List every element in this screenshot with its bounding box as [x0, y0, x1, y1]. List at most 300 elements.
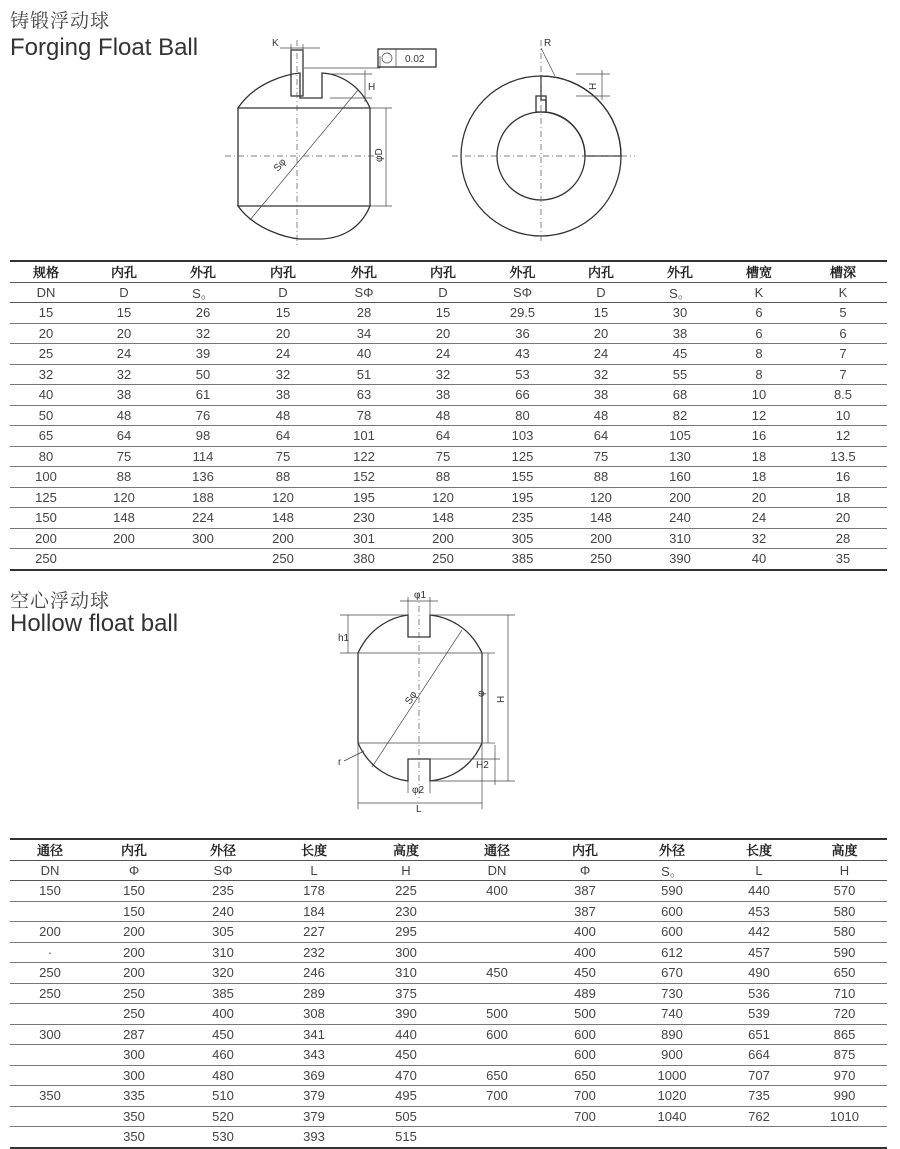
header-cell: 内孔: [82, 261, 166, 282]
subheader-cell: DN: [10, 282, 82, 303]
table-cell: 369: [268, 1065, 360, 1086]
table-row: [10, 446, 887, 467]
table-cell: 20: [82, 323, 166, 344]
table-cell: 310: [641, 528, 719, 549]
table-cell: [802, 1127, 887, 1148]
table-cell: 570: [802, 881, 887, 902]
table-cell: 305: [484, 528, 561, 549]
table-cell: 230: [360, 901, 452, 922]
table-cell: 450: [178, 1024, 268, 1045]
table-cell: 120: [402, 487, 484, 508]
table-cell: 40: [326, 344, 402, 365]
table-cell: 61: [166, 385, 240, 406]
table-cell: 38: [240, 385, 326, 406]
subheader-cell: S。: [628, 860, 716, 881]
table-cell: 250: [10, 963, 90, 984]
table-cell: 1000: [628, 1065, 716, 1086]
table-cell: 700: [542, 1086, 628, 1107]
table-row: [10, 1045, 887, 1066]
table-row: [10, 963, 887, 984]
header-cell: 槽宽: [719, 261, 799, 282]
table-row: [10, 1127, 887, 1148]
table-cell: 343: [268, 1045, 360, 1066]
table-cell: 6: [719, 323, 799, 344]
table-cell: 29.5: [484, 303, 561, 324]
table-cell: 350: [90, 1106, 178, 1127]
table-cell: 650: [452, 1065, 542, 1086]
table-cell: 88: [240, 467, 326, 488]
table-cell: 450: [452, 963, 542, 984]
table-cell: 195: [326, 487, 402, 508]
forging-spec-table: [10, 260, 887, 571]
table-cell: 539: [716, 1004, 802, 1025]
table-cell: 720: [802, 1004, 887, 1025]
header-cell: 高度: [360, 839, 452, 860]
table-cell: 970: [802, 1065, 887, 1086]
table-cell: [452, 942, 542, 963]
subheader-cell: DN: [10, 860, 90, 881]
table-cell: 103: [484, 426, 561, 447]
table-cell: 76: [166, 405, 240, 426]
table-cell: 98: [166, 426, 240, 447]
subheader-cell: DN: [452, 860, 542, 881]
table-cell: [10, 1127, 90, 1148]
table-row: [10, 344, 887, 365]
table-cell: 700: [542, 1106, 628, 1127]
table-cell: 120: [82, 487, 166, 508]
subheader-cell: SΦ: [484, 282, 561, 303]
table-cell: 20: [402, 323, 484, 344]
table-row: [10, 942, 887, 963]
table-cell: 20: [240, 323, 326, 344]
table-cell: 24: [82, 344, 166, 365]
subheader-cell: Φ: [542, 860, 628, 881]
table-cell: 250: [10, 549, 82, 570]
subheader-cell: Φ: [90, 860, 178, 881]
subheader-cell: SΦ: [326, 282, 402, 303]
table-cell: [10, 1106, 90, 1127]
header-cell: 外孔: [641, 261, 719, 282]
table-cell: 136: [166, 467, 240, 488]
table-cell: 16: [799, 467, 887, 488]
table-cell: 308: [268, 1004, 360, 1025]
table-cell: 200: [90, 922, 178, 943]
table-cell: 36: [484, 323, 561, 344]
table-row: [10, 405, 887, 426]
table-cell: 120: [561, 487, 641, 508]
table-cell: 442: [716, 922, 802, 943]
table-cell: 15: [402, 303, 484, 324]
table-cell: [452, 901, 542, 922]
table-cell: 440: [360, 1024, 452, 1045]
table-cell: 385: [178, 983, 268, 1004]
table-cell: 300: [90, 1065, 178, 1086]
table-row: [10, 901, 887, 922]
table-cell: 130: [641, 446, 719, 467]
table-cell: 250: [10, 983, 90, 1004]
table-cell: 28: [326, 303, 402, 324]
table-cell: 50: [166, 364, 240, 385]
header-cell: 外孔: [484, 261, 561, 282]
table-cell: 15: [561, 303, 641, 324]
table-cell: 379: [268, 1086, 360, 1107]
table-cell: 250: [90, 1004, 178, 1025]
table-cell: [10, 1004, 90, 1025]
subheader-cell: SΦ: [178, 860, 268, 881]
hollow-r-label: r: [338, 757, 342, 768]
table-cell: 470: [360, 1065, 452, 1086]
table-cell: 125: [10, 487, 82, 508]
table-cell: 6: [799, 323, 887, 344]
table-cell: 580: [802, 901, 887, 922]
table-cell: [10, 1065, 90, 1086]
table-row: [10, 881, 887, 902]
table-cell: 310: [178, 942, 268, 963]
table-cell: 32: [82, 364, 166, 385]
header-cell: 外孔: [326, 261, 402, 282]
table-cell: 20: [719, 487, 799, 508]
table-cell: 990: [802, 1086, 887, 1107]
hollow-sphi-label: Sφ: [403, 689, 420, 707]
table-cell: 125: [484, 446, 561, 467]
table-cell: [10, 901, 90, 922]
table-cell: 310: [360, 963, 452, 984]
table-cell: 590: [628, 881, 716, 902]
table-cell: [10, 1045, 90, 1066]
table-cell: 40: [719, 549, 799, 570]
table-cell: 250: [561, 549, 641, 570]
table-cell: 7: [799, 364, 887, 385]
table-cell: 890: [628, 1024, 716, 1045]
table-cell: 875: [802, 1045, 887, 1066]
forging-header-row: [10, 261, 887, 282]
table-cell: 200: [641, 487, 719, 508]
table-cell: 600: [542, 1045, 628, 1066]
subheader-cell: S。: [641, 282, 719, 303]
table-cell: [452, 1045, 542, 1066]
table-cell: 18: [719, 467, 799, 488]
table-cell: 18: [719, 446, 799, 467]
table-cell: 450: [360, 1045, 452, 1066]
table-cell: 39: [166, 344, 240, 365]
table-cell: 105: [641, 426, 719, 447]
table-cell: 350: [90, 1127, 178, 1148]
table-cell: 200: [10, 528, 82, 549]
hollow-H2-label: H2: [476, 760, 489, 771]
table-cell: 195: [484, 487, 561, 508]
table-cell: 240: [641, 508, 719, 529]
table-cell: 700: [452, 1086, 542, 1107]
table-row: [10, 1106, 887, 1127]
table-row: [10, 364, 887, 385]
table-cell: 707: [716, 1065, 802, 1086]
hollow-title-cn: 空心浮动球: [10, 591, 111, 612]
table-cell: 400: [542, 922, 628, 943]
table-cell: 730: [628, 983, 716, 1004]
table-cell: 390: [360, 1004, 452, 1025]
hollow-H-label: H: [496, 695, 507, 703]
table-cell: 80: [484, 405, 561, 426]
table-cell: 250: [240, 549, 326, 570]
table-row: [10, 922, 887, 943]
subheader-cell: K: [799, 282, 887, 303]
table-cell: 32: [719, 528, 799, 549]
table-cell: 495: [360, 1086, 452, 1107]
table-cell: [166, 549, 240, 570]
subheader-cell: D: [240, 282, 326, 303]
table-cell: 12: [799, 426, 887, 447]
table-cell: 580: [802, 922, 887, 943]
table-cell: 24: [240, 344, 326, 365]
hollow-phi1-label: φ1: [414, 590, 427, 601]
table-cell: 28: [799, 528, 887, 549]
table-cell: 18: [799, 487, 887, 508]
table-cell: 500: [542, 1004, 628, 1025]
table-cell: 10: [799, 405, 887, 426]
table-cell: 650: [542, 1065, 628, 1086]
table-cell: 63: [326, 385, 402, 406]
table-cell: 48: [240, 405, 326, 426]
table-cell: 515: [360, 1127, 452, 1148]
table-cell: 20: [799, 508, 887, 529]
hollow-subheader-row: [10, 860, 887, 881]
table-cell: 200: [90, 963, 178, 984]
table-cell: 75: [240, 446, 326, 467]
table-cell: 1010: [802, 1106, 887, 1127]
table-cell: 650: [802, 963, 887, 984]
table-cell: 32: [10, 364, 82, 385]
table-row: [10, 1086, 887, 1107]
table-cell: 300: [166, 528, 240, 549]
table-row: [10, 467, 887, 488]
table-cell: 305: [178, 922, 268, 943]
forging-tol-label: 0.02: [405, 54, 425, 65]
table-cell: 32: [166, 323, 240, 344]
table-cell: 10: [719, 385, 799, 406]
table-cell: 15: [82, 303, 166, 324]
hollow-title-en: Hollow float ball: [10, 610, 179, 637]
header-cell: 内孔: [402, 261, 484, 282]
table-cell: [452, 1127, 542, 1148]
table-cell: 489: [542, 983, 628, 1004]
table-cell: 8: [719, 364, 799, 385]
table-cell: 24: [719, 508, 799, 529]
table-cell: 335: [90, 1086, 178, 1107]
table-row: [10, 487, 887, 508]
subheader-cell: D: [82, 282, 166, 303]
table-cell: 20: [10, 323, 82, 344]
table-cell: 289: [268, 983, 360, 1004]
table-cell: 35: [799, 549, 887, 570]
table-cell: 295: [360, 922, 452, 943]
table-cell: 735: [716, 1086, 802, 1107]
table-cell: 12: [719, 405, 799, 426]
table-cell: 75: [561, 446, 641, 467]
table-cell: 762: [716, 1106, 802, 1127]
table-cell: 530: [178, 1127, 268, 1148]
table-row: [10, 323, 887, 344]
table-cell: 50: [10, 405, 82, 426]
table-cell: 600: [628, 901, 716, 922]
table-cell: 341: [268, 1024, 360, 1045]
hollow-phi2-label: φ2: [412, 785, 425, 796]
table-cell: 301: [326, 528, 402, 549]
table-cell: 32: [402, 364, 484, 385]
table-cell: 600: [542, 1024, 628, 1045]
table-cell: 25: [10, 344, 82, 365]
table-cell: 75: [82, 446, 166, 467]
table-cell: 48: [561, 405, 641, 426]
table-cell: 200: [90, 942, 178, 963]
table-cell: 40: [10, 385, 82, 406]
table-cell: 460: [178, 1045, 268, 1066]
header-cell: 规格: [10, 261, 82, 282]
header-cell: 槽深: [799, 261, 887, 282]
table-cell: [628, 1127, 716, 1148]
table-cell: 64: [82, 426, 166, 447]
table-cell: 65: [10, 426, 82, 447]
table-cell: 300: [10, 1024, 90, 1045]
table-cell: 520: [178, 1106, 268, 1127]
table-cell: 24: [561, 344, 641, 365]
table-cell: 500: [452, 1004, 542, 1025]
table-cell: 64: [402, 426, 484, 447]
table-row: [10, 385, 887, 406]
header-cell: 内孔: [240, 261, 326, 282]
table-cell: 45: [641, 344, 719, 365]
table-cell: 43: [484, 344, 561, 365]
forging-side-view-diagram: [220, 30, 460, 250]
table-cell: 66: [484, 385, 561, 406]
table-cell: [542, 1127, 628, 1148]
subheader-cell: D: [561, 282, 641, 303]
forging-subheader-row: [10, 282, 887, 303]
header-cell: 通径: [10, 839, 90, 860]
table-cell: 200: [561, 528, 641, 549]
forging-end-view-diagram: [450, 30, 650, 250]
table-row: [10, 1065, 887, 1086]
header-cell: 高度: [802, 839, 887, 860]
table-cell: 101: [326, 426, 402, 447]
table-cell: 375: [360, 983, 452, 1004]
table-cell: 393: [268, 1127, 360, 1148]
table-cell: 88: [82, 467, 166, 488]
table-cell: 250: [402, 549, 484, 570]
table-cell: 246: [268, 963, 360, 984]
table-cell: 8.5: [799, 385, 887, 406]
table-cell: ·: [10, 942, 90, 963]
table-cell: 287: [90, 1024, 178, 1045]
subheader-cell: L: [716, 860, 802, 881]
table-cell: 670: [628, 963, 716, 984]
table-cell: 148: [82, 508, 166, 529]
table-cell: 51: [326, 364, 402, 385]
forging-sphi-label: Sφ: [271, 156, 289, 174]
table-cell: 48: [402, 405, 484, 426]
table-cell: 15: [240, 303, 326, 324]
table-cell: 600: [628, 922, 716, 943]
table-cell: 82: [641, 405, 719, 426]
table-cell: 710: [802, 983, 887, 1004]
table-cell: 453: [716, 901, 802, 922]
table-cell: 148: [402, 508, 484, 529]
forging-r-label: R: [544, 38, 552, 49]
table-cell: 34: [326, 323, 402, 344]
table-cell: 75: [402, 446, 484, 467]
table-cell: 385: [484, 549, 561, 570]
table-cell: 64: [561, 426, 641, 447]
table-cell: 510: [178, 1086, 268, 1107]
table-cell: 480: [178, 1065, 268, 1086]
table-row: [10, 1024, 887, 1045]
table-row: [10, 1004, 887, 1025]
forging-phid-label: φD: [374, 148, 385, 162]
table-cell: 865: [802, 1024, 887, 1045]
header-cell: 内孔: [90, 839, 178, 860]
table-cell: 184: [268, 901, 360, 922]
table-cell: 150: [90, 901, 178, 922]
subheader-cell: S。: [166, 282, 240, 303]
table-cell: 380: [326, 549, 402, 570]
table-row: [10, 528, 887, 549]
table-row: [10, 983, 887, 1004]
table-cell: 178: [268, 881, 360, 902]
table-cell: 120: [240, 487, 326, 508]
subheader-cell: H: [802, 860, 887, 881]
header-cell: 内孔: [561, 261, 641, 282]
table-cell: 53: [484, 364, 561, 385]
table-cell: 150: [10, 881, 90, 902]
table-cell: 5: [799, 303, 887, 324]
table-cell: 387: [542, 881, 628, 902]
table-cell: 148: [561, 508, 641, 529]
table-cell: 400: [542, 942, 628, 963]
table-cell: 232: [268, 942, 360, 963]
table-cell: 32: [561, 364, 641, 385]
table-cell: 38: [82, 385, 166, 406]
table-cell: 740: [628, 1004, 716, 1025]
hollow-L-label: L: [416, 804, 422, 815]
subheader-cell: H: [360, 860, 452, 881]
table-cell: 188: [166, 487, 240, 508]
table-row: [10, 508, 887, 529]
table-cell: 88: [561, 467, 641, 488]
table-cell: 490: [716, 963, 802, 984]
header-cell: 外径: [628, 839, 716, 860]
table-cell: 379: [268, 1106, 360, 1127]
forging-h-label: H: [368, 82, 376, 93]
table-cell: 55: [641, 364, 719, 385]
subheader-cell: K: [719, 282, 799, 303]
hollow-phi-label: φ: [476, 690, 487, 697]
table-cell: 114: [166, 446, 240, 467]
header-cell: 长度: [268, 839, 360, 860]
table-cell: 200: [402, 528, 484, 549]
table-cell: 15: [10, 303, 82, 324]
table-cell: 200: [82, 528, 166, 549]
table-cell: 155: [484, 467, 561, 488]
table-cell: 225: [360, 881, 452, 902]
table-cell: 32: [240, 364, 326, 385]
table-cell: 350: [10, 1086, 90, 1107]
table-cell: 250: [90, 983, 178, 1004]
hollow-header-row: [10, 839, 887, 860]
table-cell: 80: [10, 446, 82, 467]
table-cell: 457: [716, 942, 802, 963]
table-cell: 26: [166, 303, 240, 324]
forging-k-label: K: [272, 38, 279, 49]
table-cell: 78: [326, 405, 402, 426]
